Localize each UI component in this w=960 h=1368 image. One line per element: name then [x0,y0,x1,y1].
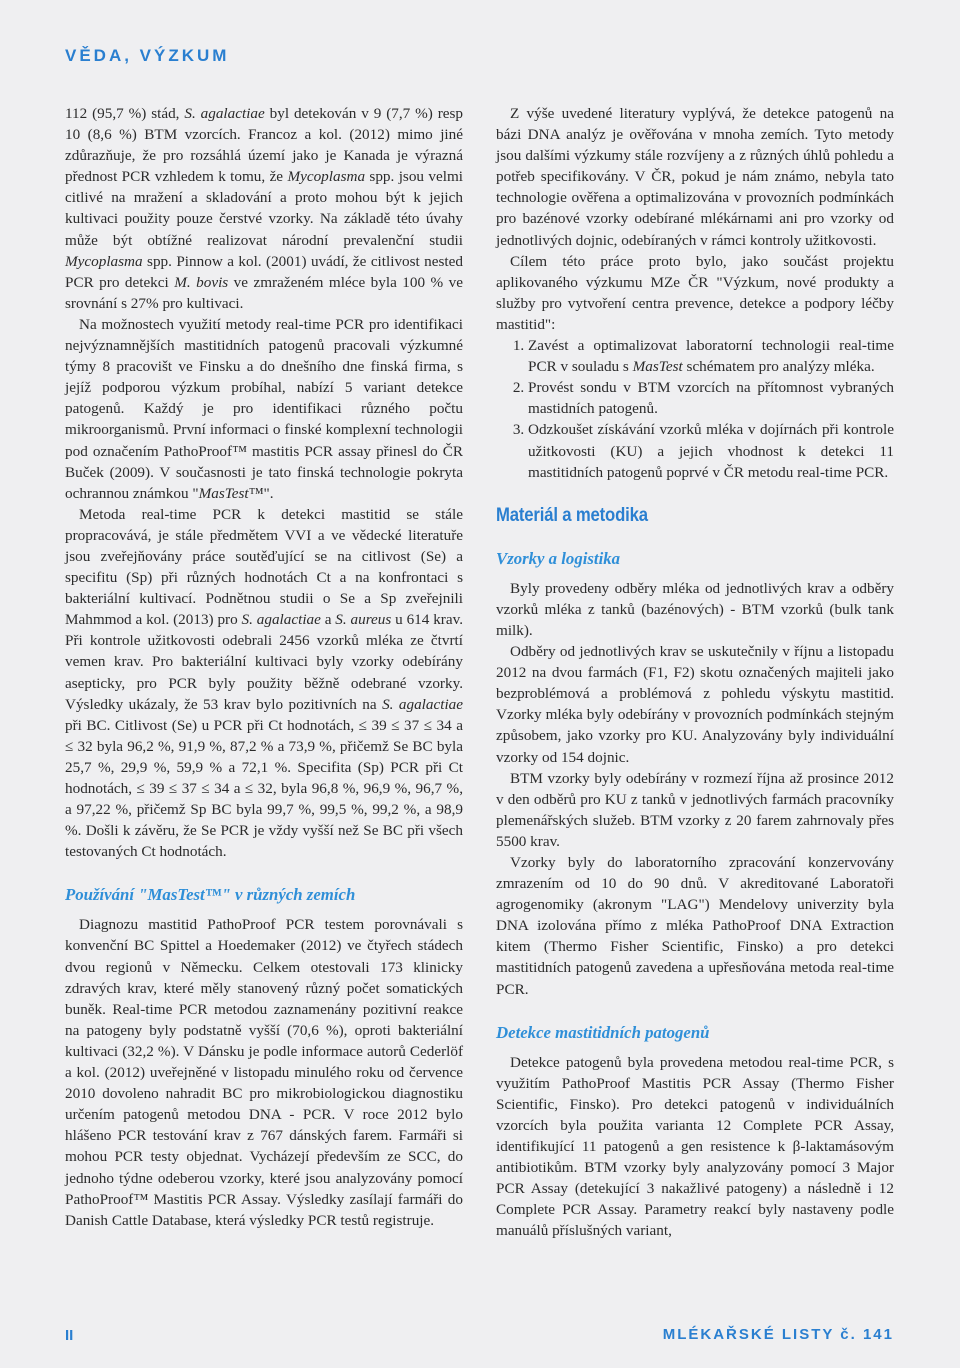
paragraph: Cílem této práce proto bylo, jako součást projektu aplikovaného výzkumu MZe ČR "Výzkum, nové produkty a služby pro vytvoření centra prevence, detekce a podpory léčby mastitid": [496,252,894,333]
paragraph: 112 (95,7 %) stád, S. agalactiae byl detekován v 9 (7,7 %) resp 10 (8,6 %) BTM vzorcích. Francoz a kol. (2012) mimo jiné zdůrazňuje, že pro rozsáhlá území jako je Kanada je výrazná přednost PCR vzhledem k tomu, že Mycoplasma spp. jsou velmi citlivé na mražení a skladování a proto mohou být k jejich kultivaci použity pouze čerstvé vzorky. Na základě této úvahy může být obtížné realizovat národní prevalenční studii Mycoplasma spp. Pinnow a kol. (2001) uvádí, že citlivost nested PCR pro detekci M. bovis ve zmraženém mléce byla 100 % ve srovnání s 27% pro kultivaci. [65,105,464,312]
section-heading: Materiál a metodika [496,504,648,526]
section-header: VĚDA, VÝZKUM [65,46,230,65]
subsection-heading: Vzorky a logistika [496,548,621,568]
italic-term: Mycoplasma [65,252,143,270]
paragraph: Byly provedeny odběry mléka od jednotlivých krav a odběry vzorků mléka z tanků (bazénových) - BTM vzorků (bulk tank milk). [496,579,894,639]
paragraph: Odběry od jednotlivých krav se uskutečnily v říjnu a listopadu 2012 na dvou farmách (F1, F2) skotu označených majiteli jako bezproblémová a problémová z pohledu výskytu mastitid. Vzorky mléka byly odebírány v provozních podmínkách stejným způsobem, jako vzorky pro KU. Analyzovány byly individuální vzorky od 154 dojnic. [496,643,894,766]
paragraph: Diagnozu mastitid PathoProof PCR testem porovnávali s konvenční BC Spittel a Hoedemaker (2012) ve čtyřech stádech dvou regionů v Německu. Celkem otestovali 173 klinicky zdravých krav, které měly stanovený různý počet somatických buněk. Real-time PCR metodou zaznamenány pozitivní reakce na patogeny byly podstatně vyšší (70,6 %), oproti bakteriální kultivaci (32,2 %). V Dánsku je podle informace autorů Cederlöf a kol. (2012) uveřejněné v listopadu minulého roku od července 2010 dovoleno nahradit BC pro mikrobiologickou diagnostiku určením patogenů metodou DNA - PCR. V roce 2012 bylo hlášeno PCR testování krav z 767 dánských farem. Farmáři si mohou PCR testy objednat. Vycházejí především ze SCC, do jednoho týdne odeberou vzorky, které jsou analyzovány pomocí PathoProof™ Mastitis PCR Assay. Výsledky zasílají farmáři do Danish Cattle Database, která výsledky PCR testů registruje. [65,916,463,1229]
right-column [496,103,894,1242]
list-item: 1. Zavést a optimalizovat laboratorní technologii real-time PCR v souladu s MasTest schématem pro analýzy mléka. [528,335,894,377]
italic-term: M. bovis [174,273,229,291]
italic-term: Mycoplasma [287,168,366,186]
italic-term: S. aureus [335,611,392,629]
paragraph: Na možnostech využití metody real-time PCR pro identifikaci nejvýznamnějších mastitidních patogenů pracovali výzkumné týmy 8 pracovišt ve Finsku a do dnešního dne finská firma, s jejíž podporou výzkum probíhal, nabízí 5 variant detekce patogenů. Každý je pro identifikaci různého počtu mikroorganismů. První informaci o finské komplexní technologii pod označením PathoProof™ mastitis PCR assay přinesl do ČR Buček (2009). V současnosti je tato finská technologie pokryta ochrannou známkou "MasTest™". [65,315,463,502]
paragraph: Vzorky byly do laboratorního zpracování konzervovány zmrazením od 10 do 90 dnů. V akreditované Laboratoři agrogenomiky (akronym "LAG") Mendelovy univerzity byla DNA izolována přímo z mléka PathoProof DNA Extraction kitem (Thermo Fisher Scientific, Finsko) a pro detekci mastitidních patogenů zavedena a upřesňována metoda real-time PCR. [496,854,894,998]
italic-term: S. agalactiae [241,611,321,629]
paragraph: BTM vzorky byly odebírány v rozmezí října až prosince 2012 v den odběrů pro KU z tanků v jednotlivých farmách pracovníky plemenářských služeb. BTM vzorky z 20 farem zahrnovaly přes 5500 krav. [496,769,894,850]
italic-term: S. agalactiae [382,695,463,713]
list-item: 2. Provést sondu v BTM vzorcích na přítomnost vybraných mastidních patogenů. [528,377,894,419]
numbered-list [496,335,894,483]
italic-term: MasTest [198,484,249,502]
paragraph: Detekce patogenů byla provedena metodou real-time PCR, s využitím PathoProof Mastitis PCR Assay (Thermo Fisher Scientific, Finsko). Pro detekci patogenů v individuálních vzorcích byla použita varianta 12 Complete PCR Assay, identifikující 11 patogenů a gen resistence k β-laktamásovým antibiotikům. BTM vzorky byly analyzovány pomocí 3 Major PCR Assay (detekující 3 nakažlivé patogeny) a následně i 12 Complete PCR Assay. Parametry reakcí byly nastaveny podle manuálů příslušných variant, [496,1053,894,1240]
paragraph: Z výše uvedené literatury vyplývá, že detekce patogenů na bázi DNA analýz je ověřována v mnoha zemích. Tyto metody jsou dalšími výzkumy stále rozvíjeny a z různých úhlů pohledu a potřeb specifikovány. V ČR, pokud je nám známo, nebyla tato technologie ověřena a optimalizována v provozních podmínkách pro bazénové vzorky odebírané mlékárnami ani pro vzorky od jednotlivých dojnic, odebíraných v rámci kontroly užitkovosti. [496,105,894,249]
footer-journal-issue: MLÉKAŘSKÉ LISTY č. 141 [662,1326,894,1343]
list-item: 3. Odzkoušet získávání vzorků mléka v dojírnách při kontrole užitkovosti (KU) a jejich vhodnost k detekci 11 mastitidních patogenů poprvé v ČR metodu real-time PCR. [528,419,894,482]
left-column [65,103,463,1231]
subsection-heading: Detekce mastitidních patogenů [496,1022,710,1042]
footer-page-mark: II [65,1327,74,1344]
subsection-heading: Používání "MasTest™" v různých zemích [65,885,356,905]
italic-term: MasTest [632,358,683,376]
italic-term: S. agalactiae [184,105,265,122]
paragraph: Metoda real-time PCR k detekci mastitid se stále propracovává, je stále předmětem VVI a ve vědecké literatuře jsou zveřejňovány práce soutěďující se na citlivost (Se) a specifitu (Sp) při různých hodnotách Ct a na konfrontaci s bakteriální kultivací. Podnětnou studii o Se a Sp zveřejnili Mahmmod a kol. (2013) pro S. agalactiae a S. aureus u 614 krav. Při kontrole užitkovosti odebrali 2456 vzorků mléka ze čtvrtí vemen krav. Pro bakteriální kultivaci byly vzorky odebírány asepticky, pro PCR byly použity běžně odebrané vzorky. Výsledky ukázaly, že 53 krav bylo pozitivních na S. agalactiae při BC. Citlivost (Se) u PCR při Ct hodnotách, ≤ 39 ≤ 37 ≤ 34 a ≤ 32 byla 96,2 %, 91,9 %, 87,2 % a 73,9 %, přičemž Se BC byla 25,7 %, 29,9 %, 59,9 % a 72,1 %. Specifita (Sp) PCR při Ct hodnotách, ≤ 39 ≤ 37 ≤ 34 a ≤ 32, byla 96,8 %, 96,9 %, 96,7 %, a 97,22 %, přičemž Sp BC byla 99,7 %, 99,5 %, 99,2 %, a 98,9 %. Došli k závěru, že Se PCR je vždy vyšší než Se BC při všech testovaných Ct hodnotách. [65,505,463,861]
